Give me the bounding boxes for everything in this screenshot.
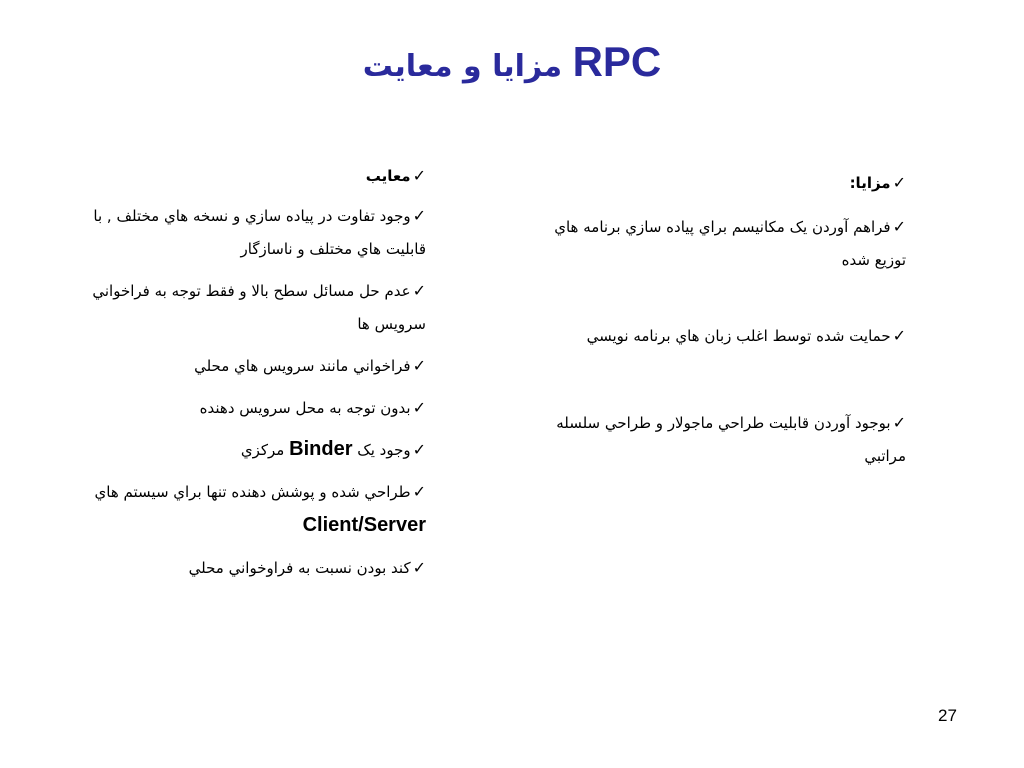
disadvantage-item	[70, 433, 426, 467]
checkmark-icon: ✓	[892, 326, 906, 345]
advantage-text: بوجود آوردن قابليت طراحي ماجولار و طراحي سلسله مراتبي	[556, 414, 906, 465]
checkmark-icon: ✓	[892, 217, 906, 236]
page-number: 27	[938, 706, 957, 725]
advantages-heading-text: مزايا:	[849, 174, 891, 192]
advantage-item	[548, 406, 906, 473]
disadvantage-text: بدون توجه به محل سرويس دهنده	[199, 399, 411, 417]
title-rpc: RPC	[572, 38, 662, 85]
disadvantage-text-before: وجود يک	[357, 441, 411, 459]
binder-term: Binder	[289, 438, 353, 460]
checkmark-icon: ✓	[892, 413, 906, 432]
checkmark-icon: ✓	[412, 558, 426, 577]
advantage-item	[548, 319, 906, 353]
advantage-text: فراهم آوردن يک مکانيسم براي پياده سازي برنامه هاي توزيع شده	[554, 218, 906, 269]
checkmark-icon: ✓	[412, 206, 426, 225]
advantages-heading	[548, 170, 906, 196]
disadvantage-item	[70, 274, 426, 341]
checkmark-icon: ✓	[412, 398, 426, 417]
disadvantage-text: فراخواني مانند سرويس هاي محلي	[194, 357, 411, 375]
checkmark-icon: ✓	[412, 356, 426, 375]
disadvantage-text-after: مرکزي	[240, 441, 285, 459]
disadvantages-column	[70, 163, 426, 593]
slide-title	[0, 38, 1024, 86]
disadvantage-item	[70, 199, 426, 266]
disadvantages-heading	[70, 163, 426, 189]
disadvantage-item	[70, 475, 426, 543]
client-server-term: Client/Server	[302, 514, 426, 536]
title-text: مزايا و معايت	[362, 49, 563, 84]
advantage-item	[548, 210, 906, 277]
disadvantage-item	[70, 349, 426, 383]
checkmark-icon: ✓	[412, 281, 426, 300]
disadvantage-text: کند بودن نسبت به فراوخواني محلي	[188, 559, 411, 577]
checkmark-icon: ✓	[892, 173, 906, 192]
advantages-column	[548, 170, 906, 473]
disadvantage-text: عدم حل مسائل سطح بالا و فقط توجه به فراخواني سرويس ها	[92, 282, 426, 333]
checkmark-icon: ✓	[412, 440, 426, 459]
disadvantage-text-before: طراحي شده و پوشش دهنده تنها براي سيستم هاي	[94, 483, 411, 501]
disadvantage-text: وجود تفاوت در پياده سازي و نسخه هاي مختلف , با قابليت هاي مختلف و ناسازگار	[93, 207, 426, 258]
disadvantage-item	[70, 551, 426, 585]
advantage-text: حمايت شده توسط اغلب زبان هاي برنامه نويسي	[586, 327, 891, 345]
disadvantage-item	[70, 391, 426, 425]
disadvantages-heading-text: معايب	[365, 167, 411, 185]
checkmark-icon: ✓	[412, 482, 426, 501]
checkmark-icon: ✓	[412, 166, 426, 185]
